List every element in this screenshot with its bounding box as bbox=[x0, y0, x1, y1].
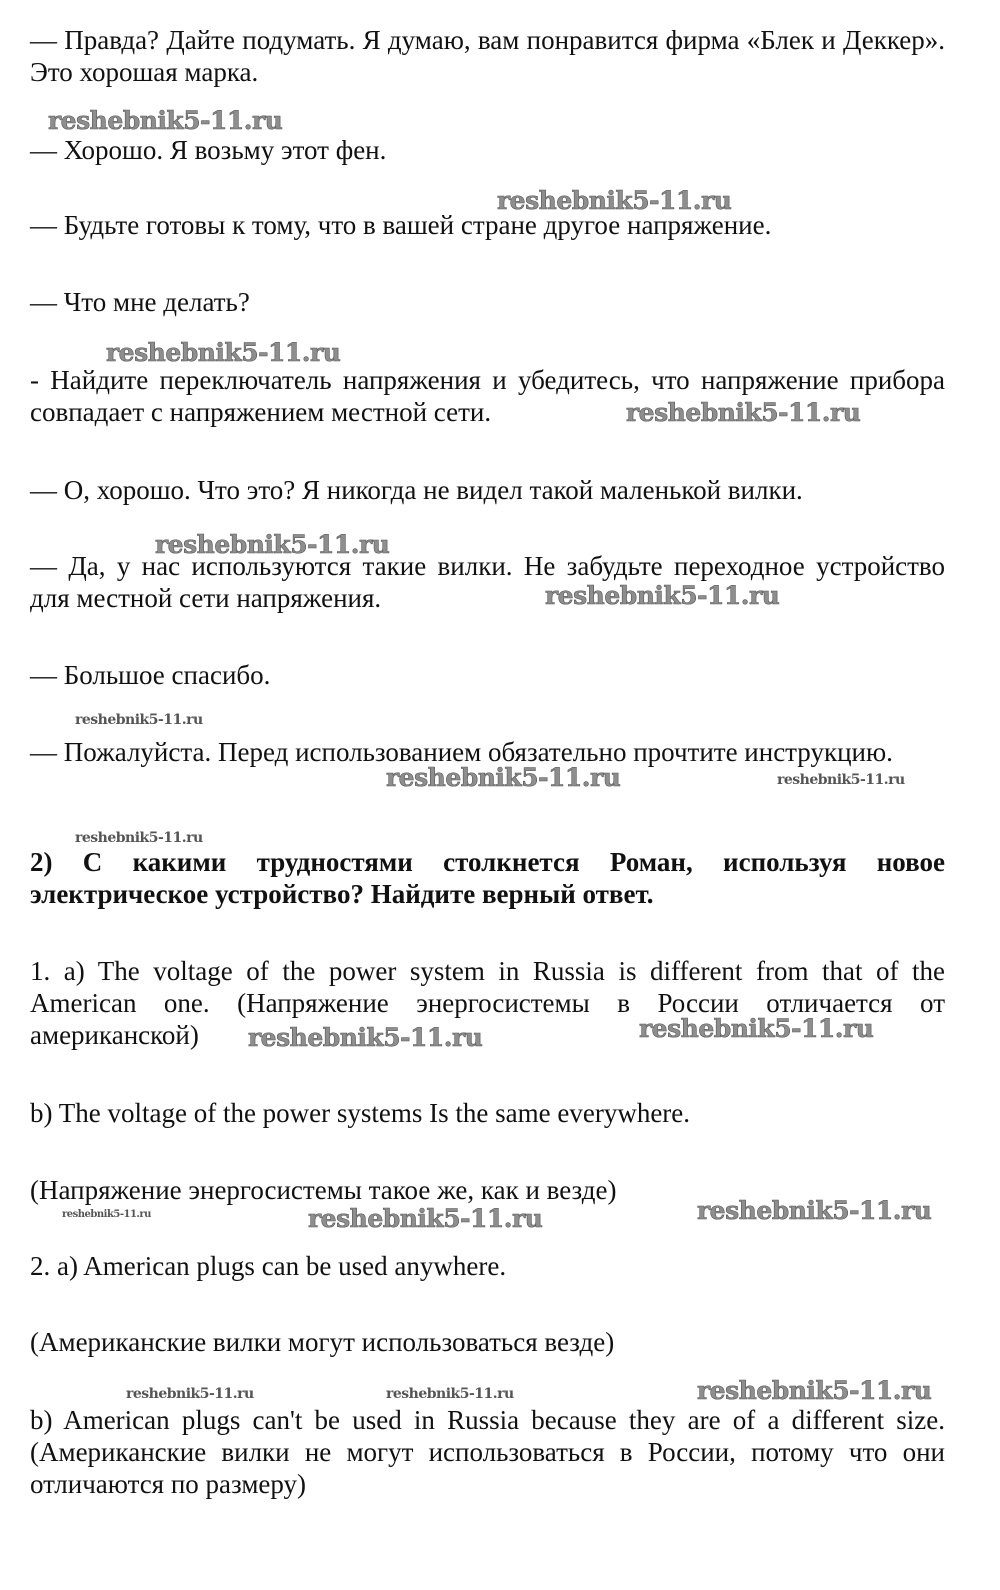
watermark: reshebnik5-11.ru bbox=[497, 186, 732, 215]
watermark: reshebnik5-11.ru bbox=[75, 830, 203, 846]
watermark: reshebnik5-11.ru bbox=[308, 1204, 543, 1233]
answer-1a: 1. a) The voltage of the power system in Russia is different from that of the American one. (Напряжение энергосистемы в России отличается от американской) bbox=[30, 956, 945, 1050]
dialogue-line-4: — Что мне делать? bbox=[30, 287, 250, 317]
question-heading: 2) С какими трудностями столкнется Роман, используя новое электрическое устройство? Найдите верный ответ. bbox=[30, 847, 945, 909]
watermark: reshebnik5-11.ru bbox=[48, 106, 283, 135]
dialogue-line-9: — Пожалуйста. Перед использованием обязательно прочтите инструкцию. bbox=[30, 737, 893, 767]
watermark: reshebnik5-11.ru bbox=[626, 398, 861, 427]
answer-2b: b) American plugs can't be used in Russia because they are of a different size. (Американские вилки не могут использоваться в России, потому что они отличаются по размеру) bbox=[30, 1405, 945, 1499]
watermark: reshebnik5-11.ru bbox=[126, 1386, 254, 1402]
dialogue-line-7: — Да, у нас используются такие вилки. Не забудьте переходное устройство для местной сети напряжения. bbox=[30, 551, 945, 613]
watermark: reshebnik5-11.ru bbox=[697, 1376, 932, 1405]
watermark: reshebnik5-11.ru bbox=[62, 1209, 151, 1220]
dialogue-line-8: — Большое спасибо. bbox=[30, 660, 271, 690]
dialogue-line-2: — Хорошо. Я возьму этот фен. bbox=[30, 135, 387, 165]
answer-1b-translation: (Напряжение энергосистемы такое же, как и везде) bbox=[30, 1175, 617, 1205]
watermark: reshebnik5-11.ru bbox=[155, 530, 390, 559]
watermark: reshebnik5-11.ru bbox=[106, 338, 341, 367]
dialogue-line-6: — О, хорошо. Что это? Я никогда не видел такой маленькой вилки. bbox=[30, 475, 803, 505]
watermark: reshebnik5-11.ru bbox=[545, 581, 780, 610]
dialogue-line-3: — Будьте готовы к тому, что в вашей стране другое напряжение. bbox=[30, 210, 772, 240]
watermark: reshebnik5-11.ru bbox=[386, 763, 621, 792]
watermark: reshebnik5-11.ru bbox=[777, 772, 905, 788]
dialogue-line-5: - Найдите переключатель напряжения и убедитесь, что напряжение прибора совпадает с напряжением местной сети. bbox=[30, 365, 945, 427]
watermark: reshebnik5-11.ru bbox=[697, 1196, 932, 1225]
answer-2a: 2. a) American plugs can be used anywhere. bbox=[30, 1251, 507, 1281]
dialogue-line-1: — Правда? Дайте подумать. Я думаю, вам понравится фирма «Блек и Деккер». Это хорошая марка. bbox=[30, 25, 945, 87]
answer-2a-translation: (Американские вилки могут использоваться везде) bbox=[30, 1327, 615, 1357]
watermark: reshebnik5-11.ru bbox=[386, 1386, 514, 1402]
watermark: reshebnik5-11.ru bbox=[639, 1014, 874, 1043]
watermark: reshebnik5-11.ru bbox=[248, 1023, 483, 1052]
watermark: reshebnik5-11.ru bbox=[75, 712, 203, 728]
answer-1b: b) The voltage of the power systems Is the same everywhere. bbox=[30, 1098, 691, 1128]
